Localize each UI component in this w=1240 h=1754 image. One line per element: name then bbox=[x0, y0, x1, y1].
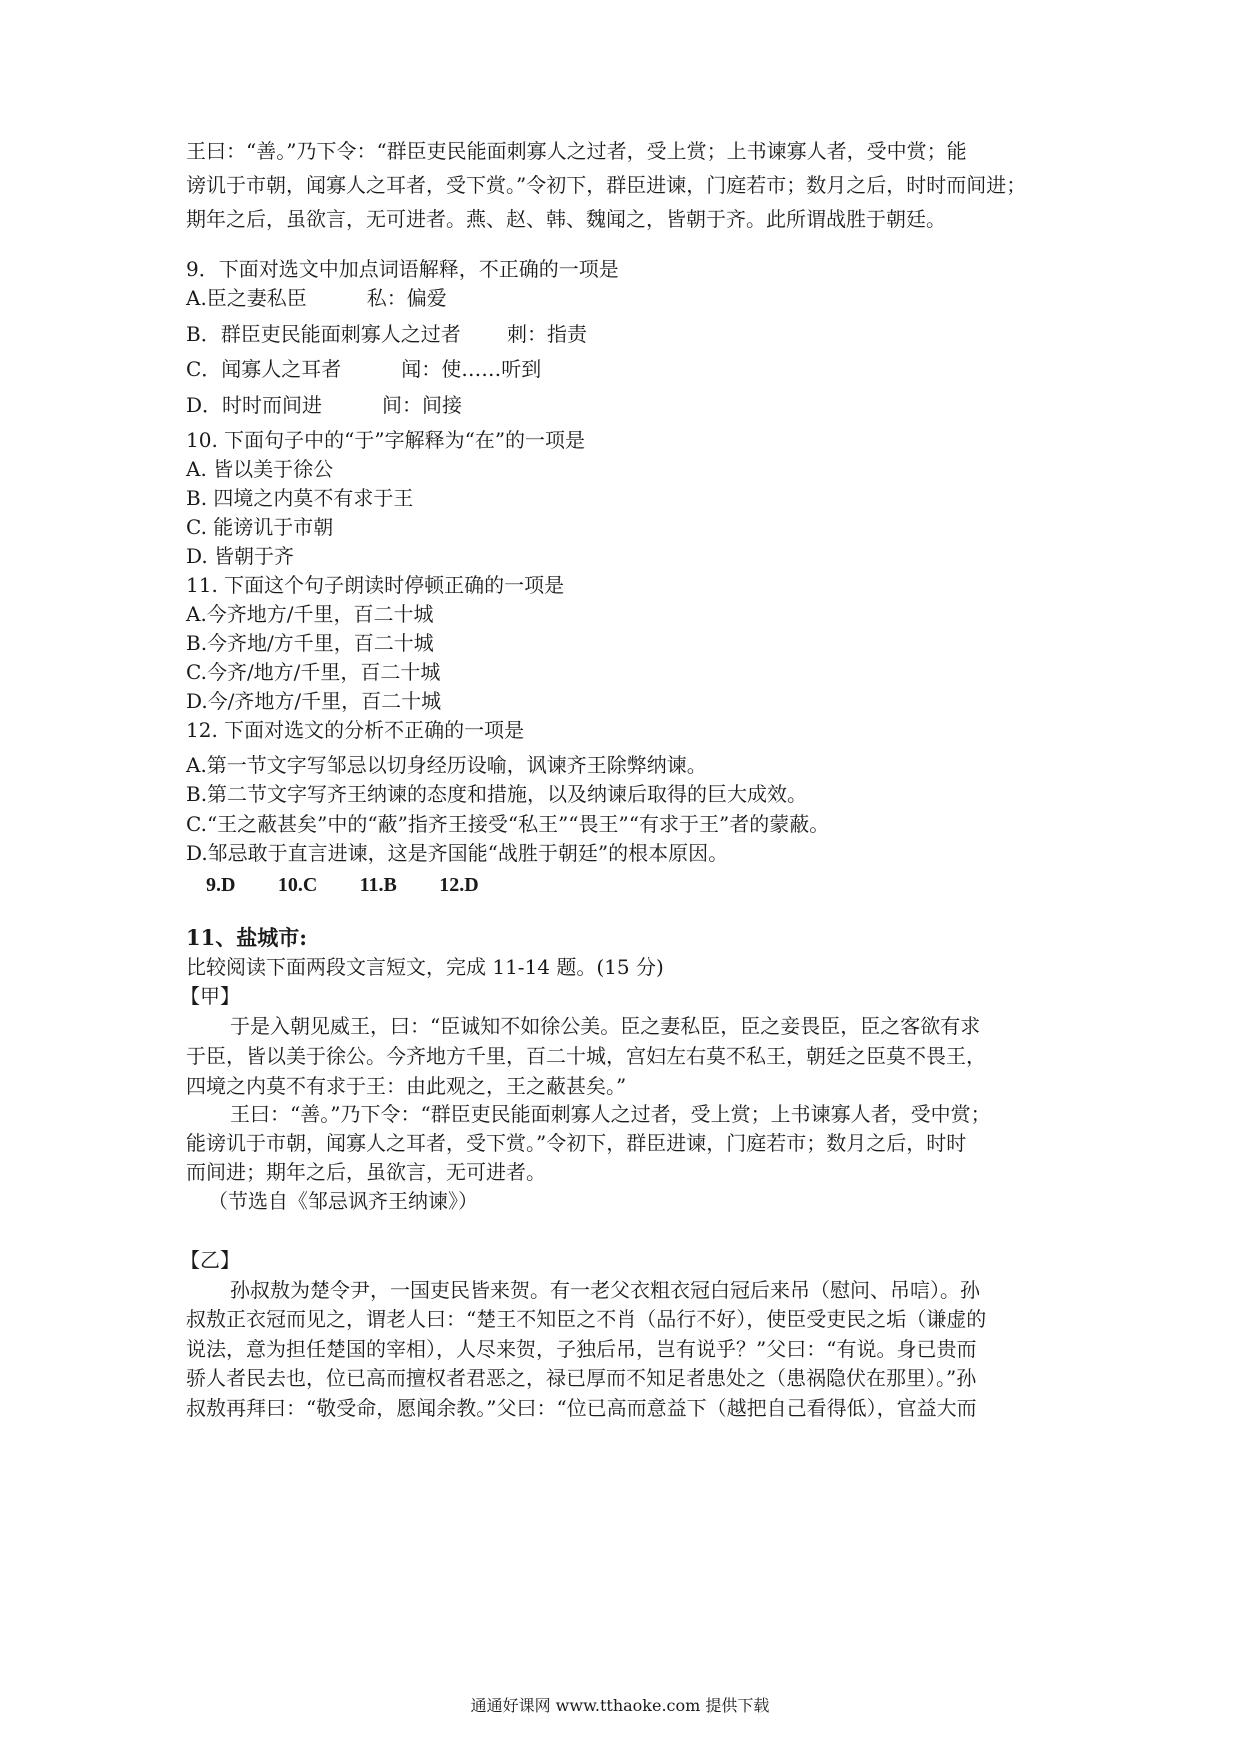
section-instruction: 比较阅读下面两段文言短文，完成 11-14 题。(15 分) bbox=[186, 955, 664, 979]
q10-option-d: D. 皆朝于齐 bbox=[186, 544, 295, 568]
q11-option-b: B.今齐地/方千里，百二十城 bbox=[186, 631, 434, 655]
jia-line-6: 而间进；期年之后，虽欲言，无可进者。 bbox=[186, 1160, 546, 1184]
yi-label: 【乙】 bbox=[180, 1248, 240, 1272]
jia-source: （节选自《邹忌讽齐王纳谏》） bbox=[208, 1189, 478, 1213]
intro-line-1: 王曰：“善。”乃下令：“群臣吏民能面刺寡人之过者，受上赏；上书谏寡人者，受中赏；能 bbox=[186, 139, 967, 163]
yi-line-2: 叔敖正衣冠而见之，谓老人曰：“楚王不知臣之不肖（品行不好），使臣受吏民之垢（谦虚的 bbox=[186, 1307, 987, 1331]
answer-key bbox=[206, 868, 1106, 901]
answer-12: 12.D bbox=[439, 874, 479, 896]
q11-option-d: D.今/齐地方/千里，百二十城 bbox=[186, 689, 442, 713]
q11-option-a: A.今齐地方/千里，百二十城 bbox=[186, 602, 434, 626]
yi-line-4: 骄人者民去也，位已高而擅权者君恶之，禄已厚而不知足者患处之（患祸隐伏在那里）。”孙 bbox=[186, 1366, 977, 1390]
section-title: 11、盐城市: bbox=[186, 925, 307, 950]
yi-line-5: 叔敖再拜曰：“敬受命，愿闻余教。”父曰：“位已高而意益下（越把自己看得低），官益大而 bbox=[186, 1396, 977, 1420]
jia-line-4: 王曰：“善。”乃下令：“群臣吏民能面刺寡人之过者，受上赏；上书谏寡人者，受中赏； bbox=[230, 1102, 991, 1126]
footer-text: 通通好课网 www.tthaoke.com 提供下载 bbox=[470, 1696, 770, 1715]
jia-line-2: 于臣，皆以美于徐公。今齐地方千里，百二十城，宫妇左右莫不私王，朝廷之臣莫不畏王， bbox=[186, 1044, 986, 1068]
q11-stem: 11. 下面这个句子朗读时停顿正确的一项是 bbox=[186, 573, 565, 597]
jia-line-1: 于是入朝见威王，曰：“臣诚知不如徐公美。臣之妻私臣，臣之妾畏臣，臣之客欲有求 bbox=[230, 1014, 981, 1038]
q10-option-a: A. 皆以美于徐公 bbox=[186, 457, 334, 481]
q9-option-a: A.臣之妻私臣 私：偏爱 bbox=[186, 286, 447, 310]
intro-line-2: 谤讥于市朝，闻寡人之耳者，受下赏。”令初下，群臣进谏，门庭若市；数月之后，时时而间进； bbox=[186, 173, 1027, 197]
yi-line-1: 孙叔敖为楚令尹，一国吏民皆来贺。有一老父衣粗衣冠白冠后来吊（慰问、吊唁）。孙 bbox=[230, 1278, 980, 1302]
q10-option-c: C. 能谤讥于市朝 bbox=[186, 515, 334, 539]
yi-line-3: 说法，意为担任楚国的宰相），人尽来贺，子独后吊，岂有说乎？”父曰：“有说。身已贵而 bbox=[186, 1337, 977, 1361]
answer-10: 10.C bbox=[277, 874, 318, 896]
q9-stem: 9．下面对选文中加点词语解释，不正确的一项是 bbox=[186, 257, 619, 281]
q12-option-a: A.第一节文字写邹忌以切身经历设喻，讽谏齐王除弊纳谏。 bbox=[186, 753, 707, 777]
q10-option-b: B. 四境之内莫不有求于王 bbox=[186, 486, 414, 510]
q9-option-b: B．群臣吏民能面刺寡人之过者 刺：指责 bbox=[186, 322, 588, 346]
jia-line-5: 能谤讥于市朝，闻寡人之耳者，受下赏。”令初下，群臣进谏，门庭若市；数月之后，时时 bbox=[186, 1131, 967, 1155]
jia-label: 【甲】 bbox=[180, 984, 240, 1008]
answer-11: 11.B bbox=[359, 874, 397, 896]
intro-line-3: 期年之后，虽欲言，无可进者。燕、赵、韩、魏闻之，皆朝于齐。此所谓战胜于朝廷。 bbox=[186, 207, 946, 231]
q12-stem: 12. 下面对选文的分析不正确的一项是 bbox=[186, 718, 525, 742]
q12-option-b: B.第二节文字写齐王纳谏的态度和措施，以及纳谏后取得的巨大成效。 bbox=[186, 782, 808, 806]
q11-option-c: C.今齐/地方/千里，百二十城 bbox=[186, 660, 441, 684]
q12-option-c: C.“王之蔽甚矣”中的“蔽”指齐王接受“私王”“畏王”“有求于王”者的蒙蔽。 bbox=[186, 812, 830, 836]
answer-9: 9.D bbox=[206, 874, 236, 896]
jia-line-3: 四境之内莫不有求于王：由此观之，王之蔽甚矣。” bbox=[186, 1074, 627, 1098]
q12-option-d: D.邹忌敢于直言进谏，这是齐国能“战胜于朝廷”的根本原因。 bbox=[186, 841, 729, 865]
q9-option-c: C．闻寡人之耳者 闻：使……听到 bbox=[186, 357, 542, 381]
q9-option-d: D．时时而间进 间：间接 bbox=[186, 393, 463, 417]
q10-stem: 10. 下面句子中的“于”字解释为“在”的一项是 bbox=[186, 428, 586, 452]
